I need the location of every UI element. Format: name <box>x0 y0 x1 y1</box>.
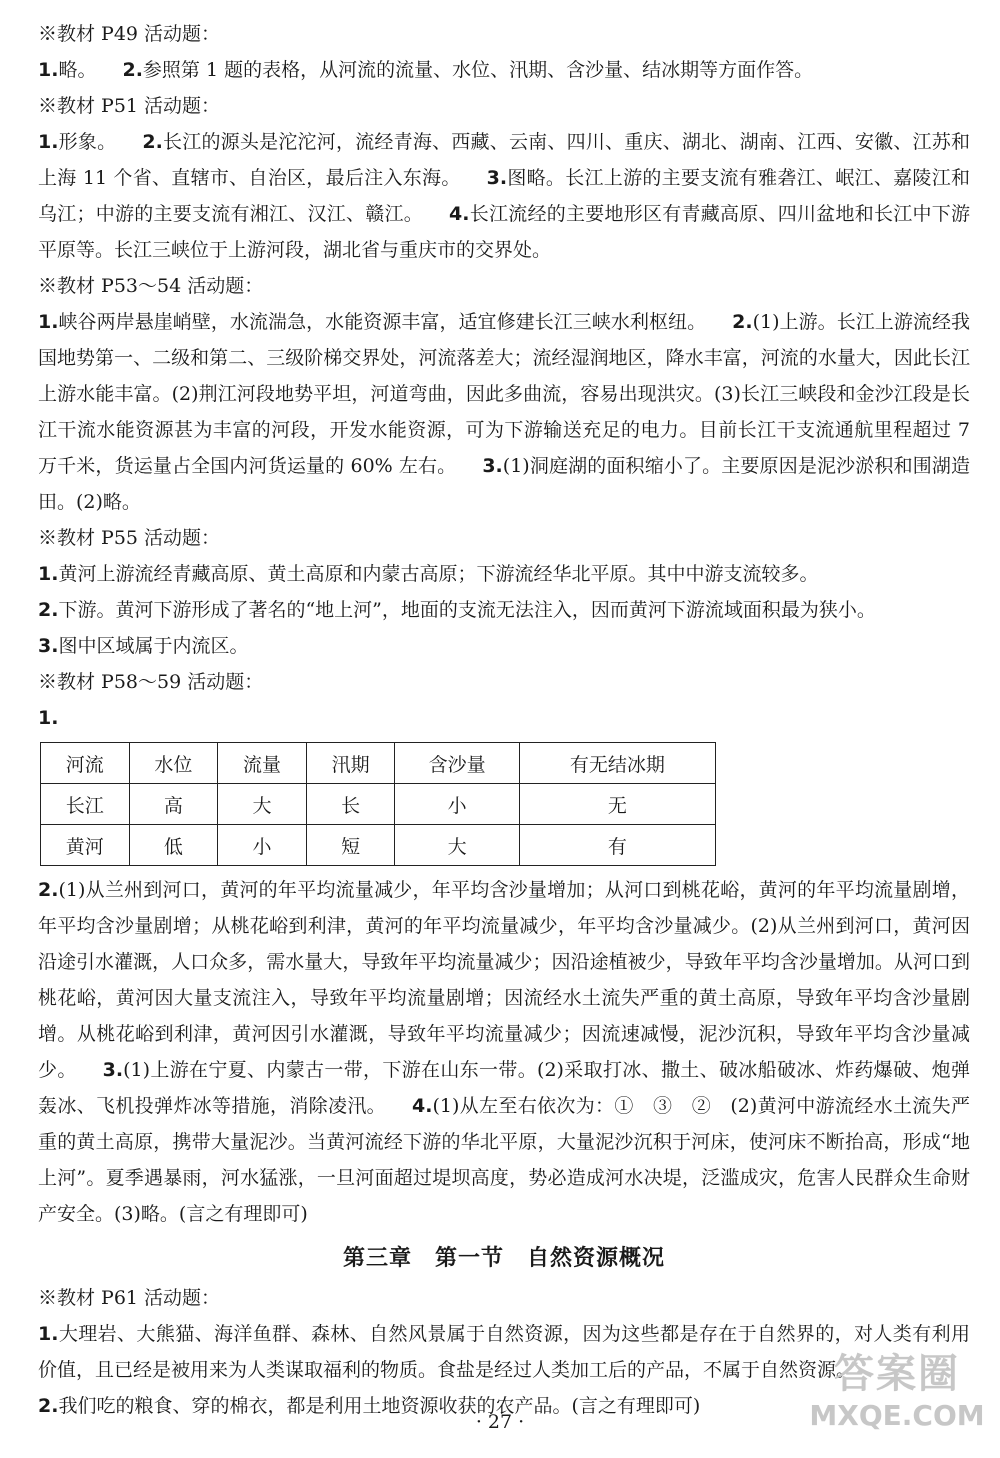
question-number: 2. <box>142 131 163 153</box>
answer-text: 参照第 1 题的表格，从河流的流量、水位、汛期、含沙量、结冰期等方面作答。 <box>142 59 814 81</box>
answer-text: (1)从兰州到河口，黄河的年平均流量减少，年平均含沙量增加；从河口到桃花峪，黄河的年平均流量剧增，年平均含沙量剧增；从桃花峪到利津，黄河的年平均流量减少，年平均含沙量减少。(2)从兰州到河口，黄河因沿途引水灌溉，人口众多，需水量大，导致年平均流量减少；因沿途植被少，导致年平均含沙量增加。从河口到桃花峪，黄河因大量支流注入，导致年平均流量剧增；因流经水土流失严重的黄土高原，导致年平均含沙量剧增。从桃花峪到利津，黄河因引水灌溉，导致年平均流量减少；因流速减慢，泥沙沉积，导致年平均含沙量减少。 <box>38 879 970 1081</box>
table-cell: 大 <box>218 784 307 825</box>
table-cell: 长 <box>306 784 395 825</box>
question-number: 2. <box>732 311 753 333</box>
question-number: 2. <box>122 59 143 81</box>
question-number: 3. <box>482 455 503 477</box>
question-number: 1. <box>38 311 59 333</box>
table-header-cell: 流量 <box>218 743 307 784</box>
answer-text: 图中区域属于内流区。 <box>58 635 249 657</box>
table-cell: 小 <box>218 825 307 866</box>
watermark-mark: 答案圈 <box>834 1351 960 1397</box>
question-number: 3. <box>486 167 508 189</box>
answer-text: (1)洞庭湖的面积缩小了。主要原因是泥沙淤积和围湖造田。(2)略。 <box>38 455 970 513</box>
answer-text: 大理岩、大熊猫、海洋鱼群、森林、自然风景属于自然资源，因为这些都是存在于自然界的，对人类有利用价值，且已经是被用来为人类谋取福利的物质。食盐是经过人类加工后的产品，不属于自然资源。 <box>38 1323 970 1381</box>
answer-text: 黄河上游流经青藏高原、黄土高原和内蒙古高原；下游流经华北平原。其中中游支流较多。 <box>58 563 819 585</box>
answer-text: 下游。黄河下游形成了著名的“地上河”，地面的支流无法注入，因而黄河下游流域面积最为狭小。 <box>58 599 876 621</box>
river-comparison-table <box>40 742 716 866</box>
table-header-row <box>41 743 716 784</box>
question-number: 1. <box>38 131 59 153</box>
question-number: 1. <box>38 59 59 81</box>
table-header-cell: 汛期 <box>306 743 395 784</box>
table-cell: 低 <box>129 825 218 866</box>
chapter-title: 第三章 第一节 自然资源概况 <box>342 1245 665 1271</box>
question-number: 3. <box>102 1059 124 1081</box>
section-heading-p49: ※教材 P49 活动题： <box>38 23 221 45</box>
answer-text: (1)从左至右依次为：① ③ ② (2)黄河中游流经水土流失严重的黄土高原，携带大量泥沙。当黄河流经下游的华北平原，大量泥沙沉积于河床，使河床不断抬高，形成“地上河”。夏季遇暴雨，河水猛涨，一旦河面超过堤坝高度，势必造成河水决堤，泛滥成灾，危害人民群众生命财产安全。(3)略。(言之有理即可) <box>38 1095 970 1225</box>
table-cell: 长江 <box>41 784 130 825</box>
table-cell: 大 <box>395 825 519 866</box>
question-number: 4. <box>449 203 470 225</box>
answer-p53-54 <box>38 304 970 520</box>
question-number: 2. <box>38 879 59 901</box>
question-number: 1. <box>38 563 59 585</box>
section-heading-p58-59: ※教材 P58～59 活动题： <box>38 671 264 693</box>
answer-p55-3 <box>38 628 970 664</box>
question-number: 2. <box>38 599 59 621</box>
table-header-cell: 有无结冰期 <box>519 743 715 784</box>
answer-page <box>38 16 970 1424</box>
question-number: 4. <box>412 1095 433 1117</box>
table-cell: 无 <box>519 784 715 825</box>
table-cell: 黄河 <box>41 825 130 866</box>
table-cell: 小 <box>395 784 519 825</box>
answer-text: 我们吃的粮食、穿的棉衣，都是利用土地资源收获的农产品。(言之有理即可) <box>58 1395 701 1417</box>
question-number: 1. <box>38 1323 59 1345</box>
table-header-cell: 水位 <box>129 743 218 784</box>
answer-text: 峡谷两岸悬崖峭壁，水流湍急，水能资源丰富，适宜修建长江三峡水利枢纽。 <box>58 311 707 333</box>
table-header-cell: 含沙量 <box>395 743 519 784</box>
section-heading-p55: ※教材 P55 活动题： <box>38 527 221 549</box>
section-heading-p51: ※教材 P51 活动题： <box>38 95 221 117</box>
table-row <box>41 825 716 866</box>
answer-text: 长江流经的主要地形区有青藏高原、四川盆地和长江中下游平原等。长江三峡位于上游河段，湖北省与重庆市的交界处。 <box>38 203 970 261</box>
answer-text: 长江的源头是沱沱河，流经青海、西藏、云南、四川、重庆、湖北、湖南、江西、安徽、江苏和上海 11 个省、直辖市、自治区，最后注入东海。 <box>38 131 970 189</box>
answer-p58-59-1 <box>38 700 970 736</box>
table-cell: 高 <box>129 784 218 825</box>
table-header-cell: 河流 <box>41 743 130 784</box>
answer-text: 形象。 <box>58 131 117 153</box>
answer-p55-2 <box>38 592 970 628</box>
question-number: 1. <box>38 707 59 729</box>
answer-p58-59-2 <box>38 872 970 1232</box>
table-row <box>41 784 716 825</box>
page-number: · 27 · <box>475 1411 525 1433</box>
answer-text: (1)上游在宁夏、内蒙古一带，下游在山东一带。(2)采取打冰、撒土、破冰船破冰、炸药爆破、炮弹轰冰、飞机投弹炸冰等措施，消除凌汛。 <box>38 1059 970 1117</box>
question-number: 2. <box>38 1395 59 1417</box>
table-cell: 有 <box>519 825 715 866</box>
question-number: 3. <box>38 635 59 657</box>
answer-p55-1 <box>38 556 970 592</box>
section-heading-p61: ※教材 P61 活动题： <box>38 1287 221 1309</box>
table-cell: 短 <box>306 825 395 866</box>
watermark-logo <box>802 1350 992 1446</box>
answer-text: 略。 <box>58 59 97 81</box>
watermark-url: MXQE.COM <box>809 1399 985 1432</box>
answer-text: (1)上游。长江上游流经我国地势第一、二级和第二、三级阶梯交界处，河流落差大；流经湿润地区，降水丰富，河流的水量大，因此长江上游水能丰富。(2)荆江河段地势平坦，河道弯曲，因此多曲流，容易出现洪灾。(3)长江三峡段和金沙江段是长江干流水能资源甚为丰富的河段，开发水能资源，可为下游输送充足的电力。目前长江干支流通航里程超过 7 万千米，货运量占全国内河货运量的 60% 左右。 <box>38 311 970 477</box>
section-heading-p53-54: ※教材 P53～54 活动题： <box>38 275 264 297</box>
answer-text: 图略。长江上游的主要支流有雅砻江、岷江、嘉陵江和乌江；中游的主要支流有湘江、汉江、赣江。 <box>38 167 970 225</box>
answer-p49 <box>38 52 970 88</box>
answer-p51 <box>38 124 970 268</box>
